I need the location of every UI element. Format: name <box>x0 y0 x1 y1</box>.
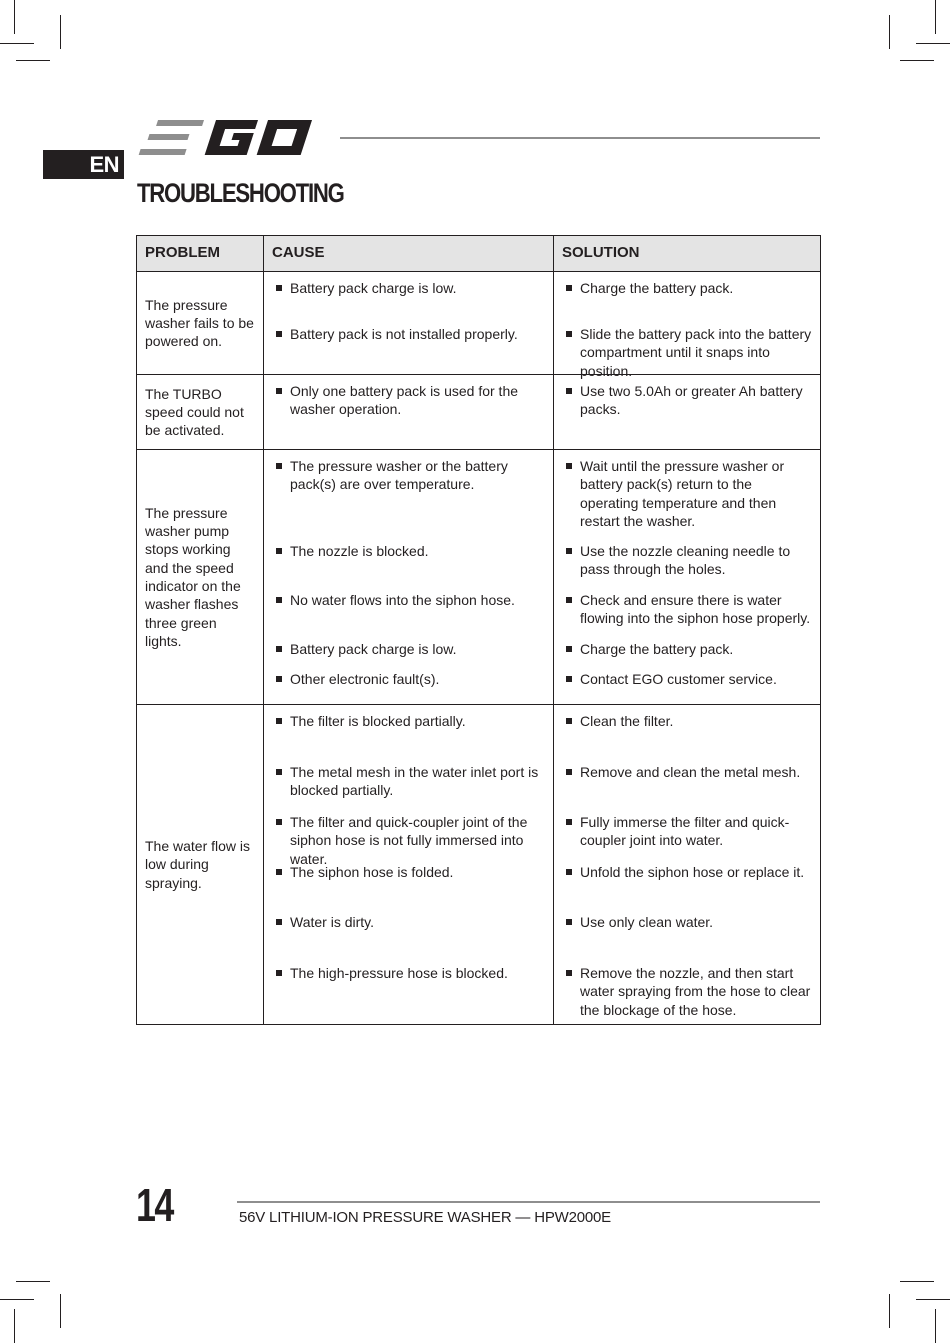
list-item: The metal mesh in the water inlet port is blocked partially. <box>272 763 547 800</box>
table-row <box>137 705 821 1025</box>
solution-cell <box>554 375 821 450</box>
problem-cell <box>137 375 264 450</box>
crop-mark <box>14 0 15 34</box>
solution-cell <box>554 705 821 1025</box>
problem-cell <box>137 272 264 375</box>
crop-mark <box>900 60 934 61</box>
problem-cell <box>137 705 264 1025</box>
crop-mark <box>0 43 34 44</box>
header-rule <box>340 137 820 139</box>
crop-mark <box>889 1294 890 1328</box>
list-item: Remove and clean the metal mesh. <box>562 763 814 781</box>
table-row <box>137 375 821 450</box>
list-item: Remove the nozzle, and then start water spraying from the hose to clear the blockage of the hose. <box>562 964 814 1019</box>
list-item: Unfold the siphon hose or replace it. <box>562 863 814 881</box>
crop-mark <box>16 60 50 61</box>
section-title: TROUBLESHOOTING <box>137 178 344 208</box>
table-row <box>137 272 821 375</box>
crop-mark <box>889 15 890 49</box>
list-item: Battery pack charge is low. <box>272 640 547 658</box>
crop-mark <box>16 1281 50 1282</box>
list-item: The siphon hose is folded. <box>272 863 547 881</box>
problem-text: The pressure washer pump stops working and the speed indicator on the washer flashes three green lights. <box>145 504 241 649</box>
troubleshooting-table <box>136 235 821 1025</box>
crop-mark <box>900 1281 934 1282</box>
header-problem: PROBLEM <box>137 236 264 272</box>
list-item: No water flows into the siphon hose. <box>272 591 547 609</box>
list-item: Charge the battery pack. <box>562 640 814 658</box>
list-item: Clean the filter. <box>562 712 814 730</box>
footer-rule <box>237 1201 820 1203</box>
solution-cell <box>554 450 821 705</box>
table-header-row <box>137 236 821 272</box>
crop-mark <box>916 43 950 44</box>
language-label: EN <box>89 152 119 177</box>
crop-mark <box>60 1294 61 1328</box>
list-item: The filter and quick-coupler joint of the siphon hose is not fully immersed into water. <box>272 813 547 868</box>
list-item: Other electronic fault(s). <box>272 670 547 688</box>
list-item: The filter is blocked partially. <box>272 712 547 730</box>
list-item: Battery pack is not installed properly. <box>272 325 547 343</box>
cause-cell <box>264 450 554 705</box>
crop-mark <box>935 0 936 34</box>
problem-text: The TURBO speed could not be activated. <box>145 385 244 439</box>
list-item: Use two 5.0Ah or greater Ah battery packs. <box>562 382 814 419</box>
list-item: Contact EGO customer service. <box>562 670 814 688</box>
cause-cell <box>264 705 554 1025</box>
list-item: Water is dirty. <box>272 913 547 931</box>
list-item: The high-pressure hose is blocked. <box>272 964 547 982</box>
crop-mark <box>916 1299 950 1300</box>
problem-text: The water flow is low during spraying. <box>145 838 251 891</box>
ego-logo <box>137 117 321 159</box>
document-title: 56V LITHIUM-ION PRESSURE WASHER — HPW2000E <box>239 1209 611 1226</box>
header-solution: SOLUTION <box>554 236 821 272</box>
table-row <box>137 450 821 705</box>
language-tab <box>43 150 124 179</box>
cause-cell <box>264 272 554 375</box>
header-cause: CAUSE <box>264 236 554 272</box>
crop-mark <box>0 1299 34 1300</box>
list-item: Use the nozzle cleaning needle to pass through the holes. <box>562 542 814 579</box>
crop-mark <box>14 1309 15 1343</box>
list-item: Only one battery pack is used for the washer operation. <box>272 382 547 419</box>
cause-cell <box>264 375 554 450</box>
crop-mark <box>935 1309 936 1343</box>
crop-mark <box>60 15 61 49</box>
list-item: Charge the battery pack. <box>562 279 814 297</box>
list-item: Fully immerse the filter and quick-coupler joint into water. <box>562 813 814 850</box>
list-item: Check and ensure there is water flowing into the siphon hose properly. <box>562 591 814 628</box>
list-item: The nozzle is blocked. <box>272 542 547 560</box>
list-item: Use only clean water. <box>562 913 814 931</box>
page-number: 14 <box>136 1179 173 1231</box>
list-item: Battery pack charge is low. <box>272 279 547 297</box>
problem-text: The pressure washer fails to be powered on. <box>145 296 254 350</box>
problem-cell <box>137 450 264 705</box>
list-item: The pressure washer or the battery pack(s) are over temperature. <box>272 457 547 494</box>
list-item: Wait until the pressure washer or battery pack(s) return to the operating temperature and then restart the washer. <box>562 457 814 530</box>
solution-cell <box>554 272 821 379</box>
list-item: Slide the battery pack into the battery compartment until it snaps into position. <box>562 325 814 380</box>
